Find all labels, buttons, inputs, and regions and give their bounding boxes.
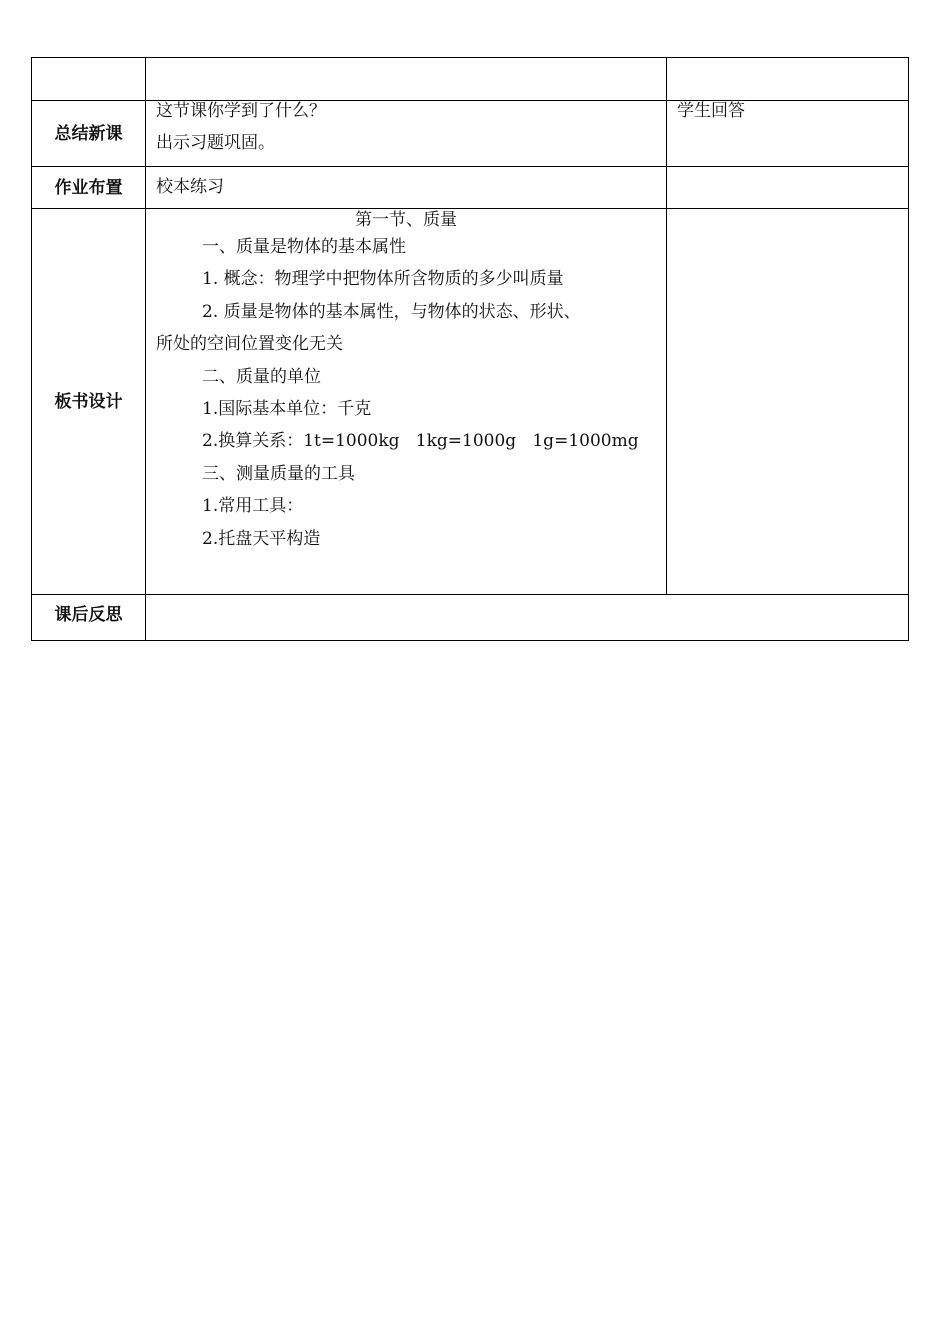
table-row xyxy=(32,101,909,167)
board-note-cell xyxy=(667,209,909,595)
board-item-1-1: 1. 概念：物理学中把物体所含物质的多少叫质量 xyxy=(202,269,564,290)
reflection-content-cell xyxy=(146,595,909,641)
table-row xyxy=(32,167,909,209)
lesson-plan-table xyxy=(31,57,909,641)
table-row xyxy=(32,58,909,101)
homework-content-cell xyxy=(146,167,667,209)
summary-exercise: 出示习题巩固。 xyxy=(156,133,275,153)
board-item-2-2: 2.换算关系：1t=1000kg 1kg=1000g 1g=1000mg xyxy=(202,431,639,452)
empty-label-cell xyxy=(32,58,146,101)
table-row xyxy=(32,209,909,595)
board-content-cell xyxy=(146,209,667,595)
board-item-1-2b: 所处的空间位置变化无关 xyxy=(156,334,343,355)
homework-note-cell xyxy=(667,167,909,209)
summary-content-cell xyxy=(146,101,667,167)
row-label-board: 板书设计 xyxy=(32,209,146,595)
board-section-1: 一、质量是物体的基本属性 xyxy=(202,237,406,257)
empty-note-cell xyxy=(667,58,909,101)
row-label-reflection: 课后反思 xyxy=(32,595,146,641)
board-title: 第一节、质量 xyxy=(355,210,457,230)
summary-note-cell xyxy=(667,101,909,167)
row-label-summary: 总结新课 xyxy=(32,101,146,167)
board-section-2: 二、质量的单位 xyxy=(202,366,321,387)
student-answer-note: 学生回答 xyxy=(677,101,745,121)
row-label-homework: 作业布置 xyxy=(32,167,146,209)
summary-question: 这节课你学到了什么？ xyxy=(156,101,326,121)
empty-content-cell xyxy=(146,58,667,101)
board-item-3-2: 2.托盘天平构造 xyxy=(202,528,321,549)
board-item-1-2a: 2. 质量是物体的基本属性，与物体的状态、形状、 xyxy=(202,301,581,322)
board-item-2-1: 1.国际基本单位：千克 xyxy=(202,399,372,420)
table-row xyxy=(32,595,909,641)
homework-text: 校本练习 xyxy=(156,177,224,197)
board-item-3-1: 1.常用工具： xyxy=(202,496,304,517)
board-section-3: 三、测量质量的工具 xyxy=(202,463,355,484)
